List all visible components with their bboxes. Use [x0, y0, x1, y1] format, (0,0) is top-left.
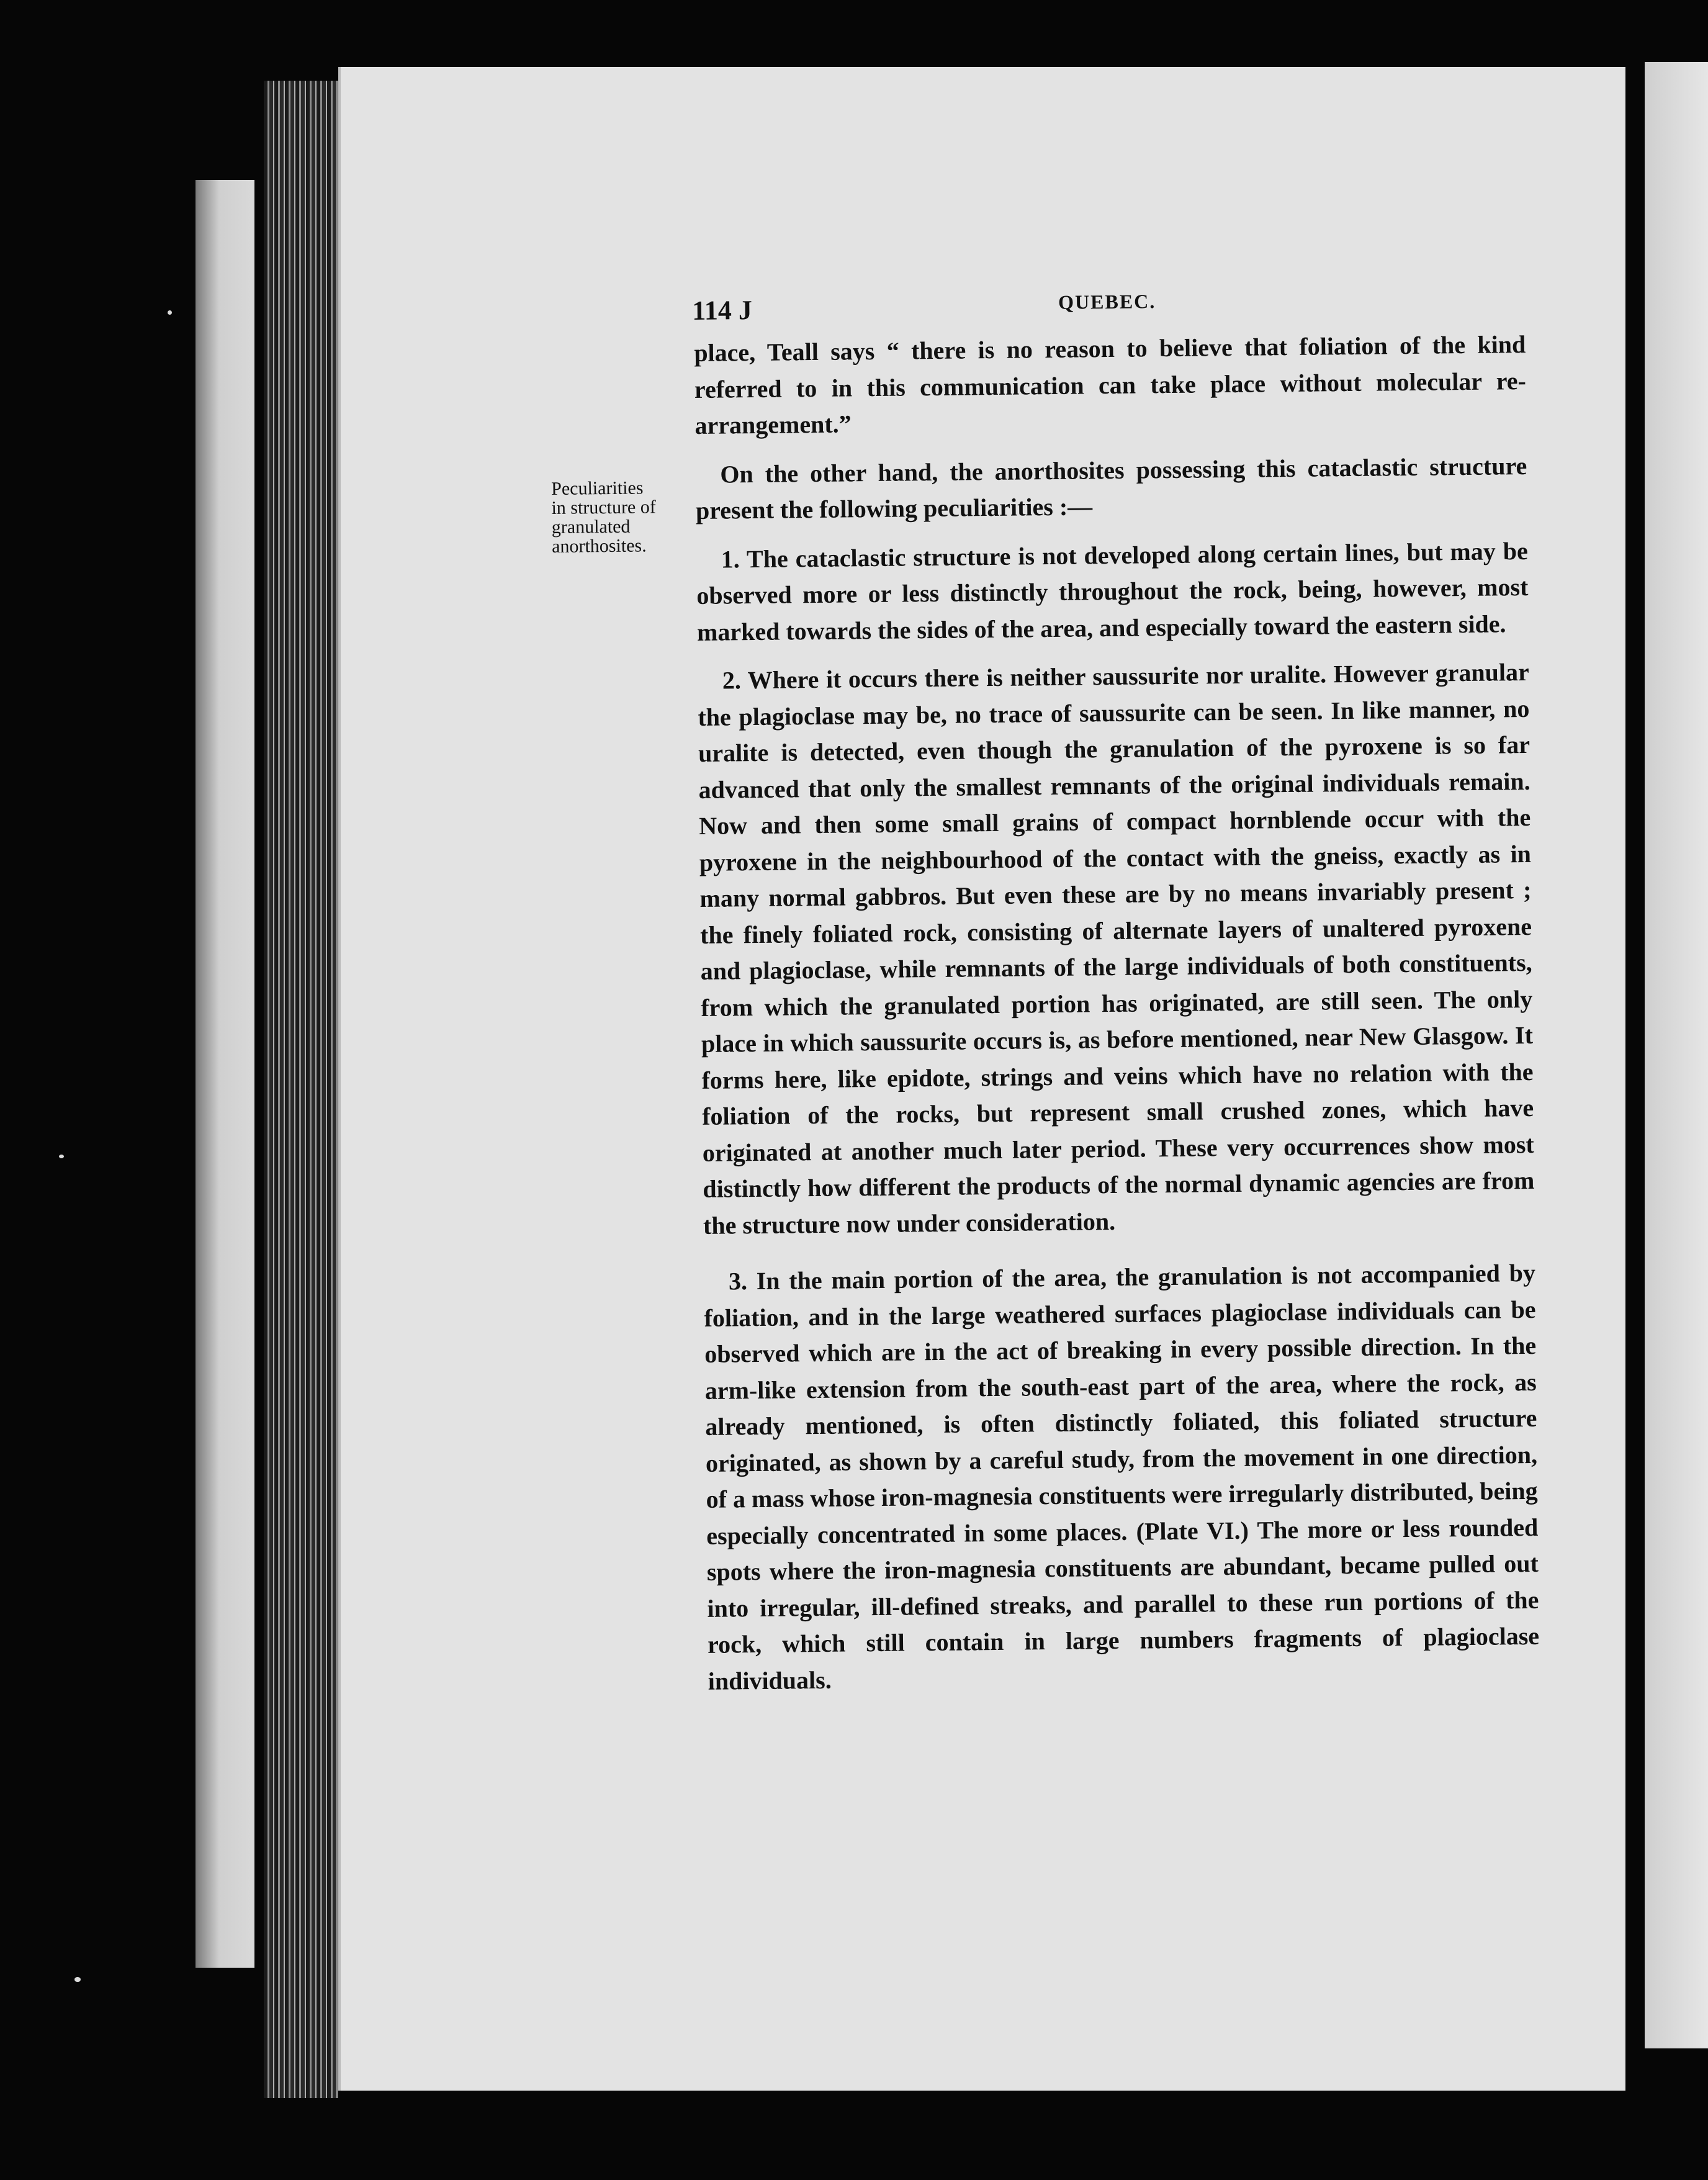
paragraph-item-1: 1. The cataclastic structure is not developed along certain lines, but may be observed more or less distinctly throughout the rock, being, however, most marked towards the sides of the area, and especially toward the eastern side.	[696, 536, 1529, 646]
sidenote-line: in structure of	[551, 497, 656, 518]
body-text	[694, 327, 1540, 1700]
sidenote-line: Peculiarities	[551, 477, 644, 499]
book-edge-left	[196, 180, 254, 1968]
paragraph-item-3: 3. In the main portion of the area, the granulation is not accompanied by foliation, and in the large weathered surfaces plagioclase individuals can be observed which are in the act of breaking in every possible direction. In the arm-like extension from the south-east part of the area, where the rock, as already mentioned, is often distinctly foliated, this foliated structure originated, as shown by a careful study, from the movement in one direction, of a mass whose iron-magnesia constituents were irregularly distributed, being especially concentrated in some places. (Plate VI.) The more or less rounded spots where the iron-magnesia constituents are abundant, became pulled out into irregular, ill-defined streaks, and parallel to these run portions of the rock, which still contain in large numbers fragments of plagioclase individuals.	[704, 1258, 1540, 1695]
dust-speck	[74, 1977, 81, 1982]
page-number: 114 J	[692, 294, 753, 326]
sidenote-line: anorthosites.	[551, 535, 647, 557]
sidenote-line: granulated	[551, 516, 631, 538]
page-stack-edges	[264, 81, 338, 2098]
running-title: QUEBEC.	[1058, 290, 1156, 313]
dust-speck	[168, 310, 172, 315]
margin-sidenote	[551, 477, 707, 556]
paragraph-continuation: place, Teall says “ there is no reason to believe that foliation of the kind referred to in this communication can take place without molecular re-arrangement.”	[694, 330, 1527, 439]
paragraph-peculiarities-intro: On the other hand, the anorthosites possessing this cataclastic structure present the following peculiarities :—	[695, 451, 1527, 525]
dust-speck	[59, 1155, 64, 1158]
facing-page-sliver	[1645, 62, 1708, 2048]
paragraph-item-2: 2. Where it occurs there is neither saussurite nor uralite. However granular the plagioclase may be, no trace of saussurite can be seen. In like manner, no uralite is detected, even though the granulation of the pyroxene is so far advanced that only the smallest remnants of the original individuals remain. Now and then some small grains of compact hornblende occur with the pyroxene in the neighbourhood of the contact with the gneiss, exactly as in many normal gabbros. But even these are by no means invariably present ; the finely foliated rock, consisting of alternate layers of unaltered pyroxene and plagioclase, while remnants of the large individuals of both constituents, from which the granulated portion has originated, are still seen. The only place in which saussurite occurs is, as before mentioned, near New Glasgow. It forms here, like epidote, strings and veins which have no relation with the foliation of the rocks, but represent small crushed zones, which have originated at another much later period. These very occurrences show most distinctly how different the products of the normal dynamic agencies are from the structure now under consideration.	[698, 657, 1535, 1240]
